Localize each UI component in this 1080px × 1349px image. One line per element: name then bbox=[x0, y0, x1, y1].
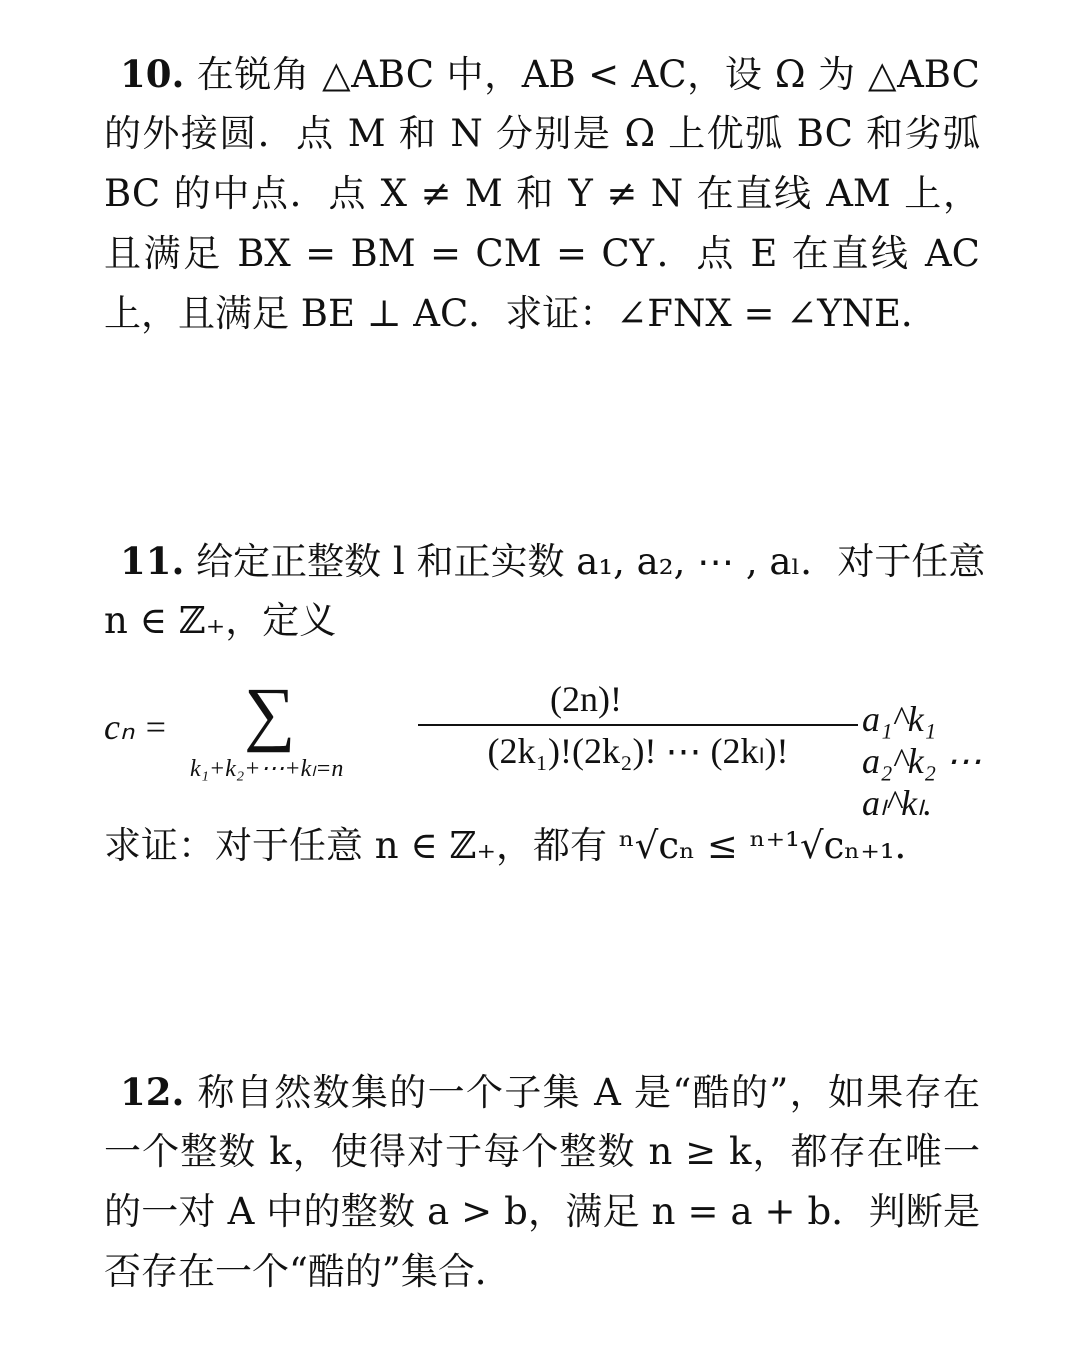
problem-10-line-5: 上，且满足 BE ⊥ AC．求证：∠FNX = ∠YNE． bbox=[104, 292, 939, 335]
problem-10-line-3: BC 的中点．点 X ≠ M 和 Y ≠ N 在直线 AM 上， bbox=[104, 172, 980, 215]
problem-12-line-1 bbox=[104, 1068, 980, 1116]
problem-text: 在锐角 △ABC 中，AB < AC，设 Ω 为 △ABC bbox=[196, 53, 980, 96]
problem-10-line-4: 且满足 BX = BM = CM = CY．点 E 在直线 AC bbox=[104, 232, 980, 275]
problem-12-line-4: 否存在一个“酷的”集合． bbox=[104, 1250, 512, 1293]
problem-number: 11. bbox=[120, 539, 185, 583]
fraction-numerator: (2n)! bbox=[550, 679, 622, 719]
sigma-symbol: ∑ bbox=[244, 673, 296, 753]
problem-11-line-2: n ∈ ℤ₊，定义 bbox=[104, 599, 337, 642]
problem-text: 给定正整数 l 和正实数 a₁, a₂, ⋯ , aₗ．对于任意 bbox=[196, 540, 986, 583]
formula-product: a₁^k₁ a₂^k₂ ⋯ aₗ^kₗ. bbox=[862, 699, 982, 823]
problem-12-line-3: 的一对 A 中的整数 a > b，满足 n = a + b．判断是 bbox=[104, 1190, 980, 1233]
fraction-denominator: (2k₁)!(2k₂)! ⋯ (2kₗ)! bbox=[487, 731, 789, 771]
fraction-bar bbox=[418, 724, 858, 726]
problem-10-line-1 bbox=[104, 50, 980, 98]
definition-formula bbox=[104, 673, 1004, 823]
problem-11-line-1 bbox=[104, 537, 986, 585]
problem-10-line-2: 的外接圆．点 M 和 N 分别是 Ω 上优弧 BC 和劣弧 bbox=[104, 112, 980, 155]
problem-text: 称自然数集的一个子集 A 是“酷的”，如果存在 bbox=[197, 1071, 981, 1114]
formula-lhs: cₙ = bbox=[104, 707, 168, 747]
problem-11-conclusion: 求证：对于任意 n ∈ ℤ₊，都有 ⁿ√cₙ ≤ ⁿ⁺¹√cₙ₊₁． bbox=[104, 824, 932, 867]
problem-12-line-2: 一个整数 k，使得对于每个整数 n ≥ k，都存在唯一 bbox=[104, 1130, 980, 1173]
problem-number: 10. bbox=[120, 52, 185, 96]
problem-number: 12. bbox=[120, 1070, 185, 1114]
sigma-subscript: k₁+k₂+⋯+kₗ=n bbox=[190, 756, 344, 782]
